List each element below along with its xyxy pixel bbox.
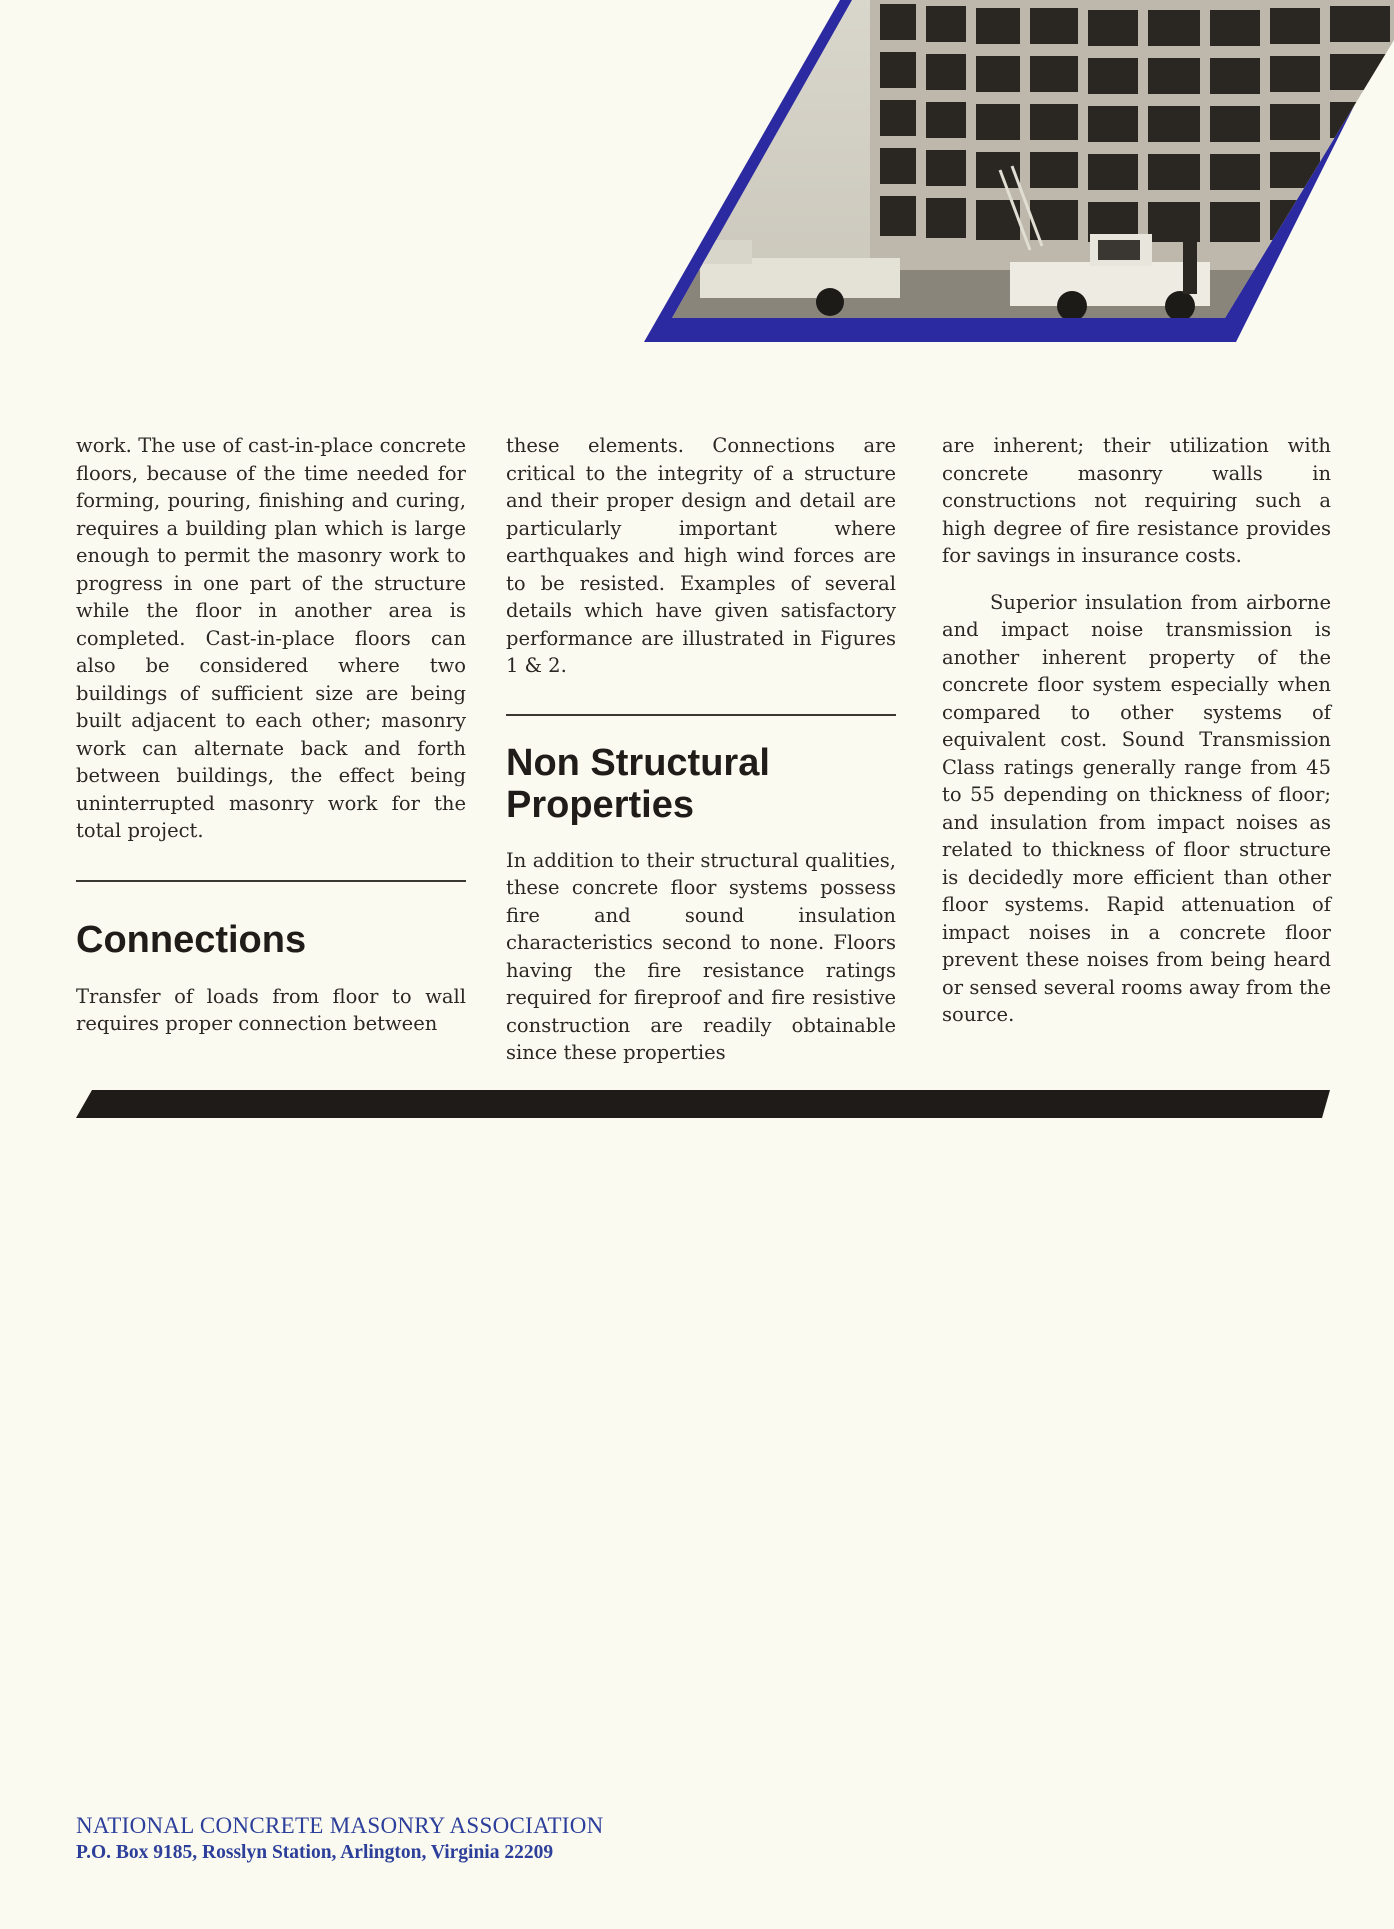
sound-insulation-paragraph: Superior insulation from airborne and impact noise transmission is another inherent property of the concrete floor system especially when compared to other systems of equivalent cost. Sound Transmission Class ratings generally range from 45 to 55 depending on thickness of floor; and insulation from impact noises as related to thickness of floor structure is decidedly more efficient than other floor systems. Rapid attenuation of impact noises in a concrete floor prevent these noises from being heard or sensed several rooms away from the source. [942, 590, 1331, 1026]
text-column-3 [942, 432, 1331, 1029]
organization-name: NATIONAL CONCRETE MASONRY ASSOCIATION [76, 1813, 604, 1838]
section-divider [506, 714, 896, 716]
decorative-bar [76, 1090, 1330, 1118]
connections-continued-paragraph: these elements. Connections are critical to the integrity of a structure and their proper design and detail are particularly important where earthquakes and high wind forces are to be resisted. Examples of several details which have given satisfactory performance are illustrated in Figures 1 & 2. [506, 434, 896, 677]
fire-resistance-paragraph: are inherent; their utilization with concrete masonry walls in constructions not requiring such a high degree of fire resistance provides for savings in insurance costs. [942, 434, 1331, 567]
text-column-2 [506, 432, 896, 1067]
organization-address: P.O. Box 9185, Rosslyn Station, Arlington, Virginia 22209 [76, 1842, 554, 1863]
section-divider [76, 880, 466, 882]
non-structural-heading: Non Structural Properties [506, 741, 770, 826]
non-structural-paragraph: In addition to their structural qualities, these concrete floor systems possess fire and sound insulation characteristics second to none. Floors having the fire resistance ratings required for fireproof and fire resistive construction are readily obtainable since these properties [506, 848, 896, 1064]
connections-paragraph: Transfer of loads from floor to wall requires proper connection between [76, 984, 466, 1035]
text-column-1 [76, 432, 466, 1038]
construction-site-photo [0, 0, 1394, 345]
connections-heading: Connections [76, 918, 307, 961]
intro-paragraph: work. The use of cast-in-place concrete floors, because of the time needed for forming, pouring, finishing and curing, requires a building plan which is large enough to permit the masonry work to progress in one part of the structure while the floor in another area is completed. Cast-in-place floors can also be considered where two buildings of sufficient size are being built adjacent to each other; masonry work can alternate back and forth between buildings, the effect being uninterrupted masonry work for the total project. [76, 434, 466, 842]
publisher-footer [76, 1812, 604, 1866]
